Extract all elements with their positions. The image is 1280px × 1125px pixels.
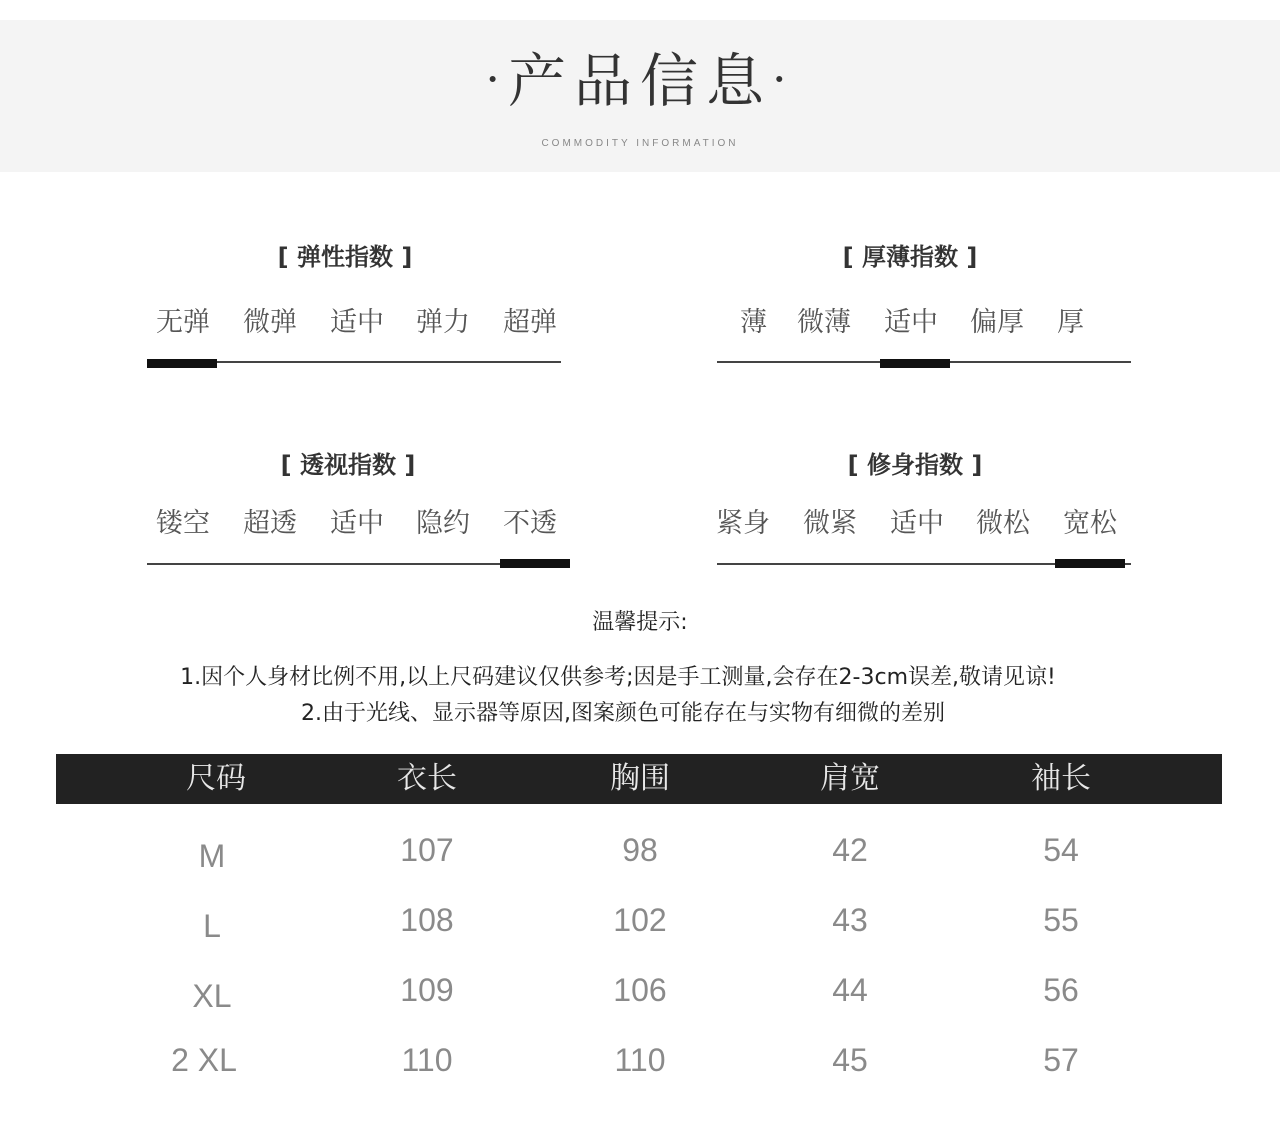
fit-label: 宽松 — [1063, 508, 1117, 539]
value-cell: 57 — [1043, 1042, 1079, 1078]
elasticity-marker — [147, 359, 217, 368]
banner-subtitle: COMMODITY INFORMATION — [541, 138, 739, 149]
value-cell: 106 — [613, 972, 667, 1008]
value-cell: 44 — [832, 972, 868, 1008]
value-cell: 107 — [400, 832, 454, 868]
banner-dot-left: · — [485, 52, 508, 106]
size-cell: L — [203, 908, 221, 944]
thickness-marker — [880, 359, 950, 368]
thickness-label: 偏厚 — [970, 307, 1024, 338]
thickness-label: 薄 — [740, 307, 767, 338]
value-cell: 43 — [832, 902, 868, 938]
transparency-label: 适中 — [330, 508, 384, 539]
banner-dot-right: · — [772, 52, 795, 106]
value-cell: 98 — [622, 832, 658, 868]
value-cell: 110 — [614, 1042, 666, 1078]
fit-label: 微松 — [976, 508, 1030, 539]
tip-line-2: 2.由于光线、显示器等原因,图案颜色可能存在与实物有细微的差别 — [301, 701, 945, 726]
value-cell: 54 — [1043, 832, 1079, 868]
elasticity-label: 弹力 — [416, 307, 470, 338]
transparency-marker — [500, 559, 570, 568]
header-size: 尺码 — [186, 761, 246, 796]
thickness-label: 微薄 — [797, 307, 851, 338]
value-cell: 109 — [400, 972, 454, 1008]
fit-marker — [1055, 559, 1125, 568]
elasticity-label: 适中 — [330, 307, 384, 338]
value-cell: 45 — [832, 1042, 868, 1078]
fit-label: 适中 — [890, 508, 944, 539]
header-sleeve: 袖长 — [1031, 761, 1091, 796]
fit-title: [ 修身指数 ] — [847, 451, 983, 479]
fit-label: 微紧 — [803, 508, 857, 539]
value-cell: 108 — [400, 902, 454, 938]
value-cell: 55 — [1043, 902, 1079, 938]
header-shoulder: 肩宽 — [820, 761, 880, 796]
header-chest: 胸围 — [610, 761, 670, 796]
tips-title: 温馨提示: — [592, 610, 688, 635]
transparency-label: 超透 — [243, 508, 297, 539]
size-cell: M — [198, 838, 226, 874]
header-length: 衣长 — [397, 761, 457, 796]
transparency-label: 不透 — [503, 508, 557, 539]
value-cell: 42 — [832, 832, 868, 868]
size-table-header — [56, 754, 1222, 804]
value-cell: 56 — [1043, 972, 1079, 1008]
thickness-label: 适中 — [884, 307, 938, 338]
value-cell: 102 — [613, 902, 667, 938]
elasticity-label: 无弹 — [156, 307, 210, 338]
fit-label: 紧身 — [716, 508, 770, 539]
elasticity-title: [ 弹性指数 ] — [277, 243, 413, 271]
thickness-title: [ 厚薄指数 ] — [842, 243, 978, 271]
elasticity-label: 超弹 — [503, 307, 557, 338]
elasticity-label: 微弹 — [243, 307, 297, 338]
tip-line-1: 1.因个人身材比例不用,以上尺码建议仅供参考;因是手工测量,会存在2-3cm误差,敬请见谅! — [180, 665, 1056, 690]
value-cell: 110 — [401, 1042, 453, 1078]
banner-title-text: 产品信息 — [507, 47, 772, 115]
thickness-label: 厚 — [1057, 307, 1084, 338]
transparency-title: [ 透视指数 ] — [280, 451, 416, 479]
size-cell: 2 XL — [171, 1042, 237, 1078]
banner-title — [0, 44, 1280, 116]
size-cell: XL — [192, 978, 232, 1014]
transparency-label: 镂空 — [156, 508, 210, 539]
transparency-label: 隐约 — [416, 508, 470, 539]
